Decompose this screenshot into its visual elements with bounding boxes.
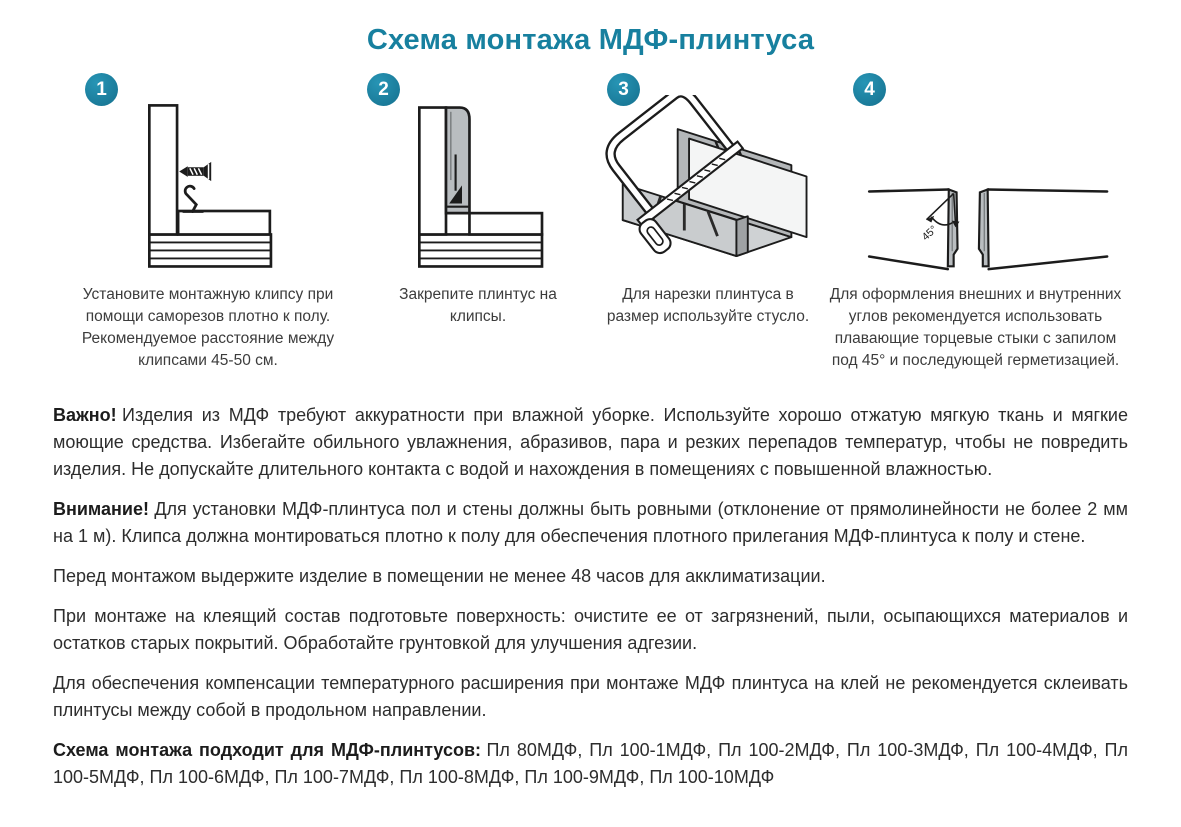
note-text: При монтаже на клеящий состав подготовьте поверхность: очистите ее от загрязнений, пыли, осыпающихся материалов и остатков старых покрытий. Обработайте грунтовкой для улучшения адгезии. bbox=[53, 606, 1128, 653]
right-plinth-end bbox=[978, 190, 1106, 270]
corner-joint-45-icon bbox=[830, 95, 1122, 275]
step-1-caption: Установите монтажную клипсу при помощи саморезов плотно к полу. Рекомендуемое расстояние между клипсами 45-50 см. bbox=[81, 286, 335, 369]
step-2-figure-svg bbox=[408, 99, 548, 275]
hacksaw-miter-box-icon bbox=[594, 95, 822, 275]
floor-slab bbox=[178, 211, 270, 234]
steps-row bbox=[53, 73, 1128, 372]
plinth-profile bbox=[446, 108, 469, 214]
notes-section bbox=[53, 402, 1128, 791]
step-3-caption: Для нарезки плинтуса в размер используйте стусло. bbox=[606, 286, 810, 325]
note-acclimatization bbox=[53, 563, 1128, 590]
note-important bbox=[53, 402, 1128, 483]
note-glue-surface-prep bbox=[53, 603, 1128, 657]
step-1 bbox=[53, 73, 363, 372]
plinth-on-clip-icon bbox=[408, 95, 548, 275]
step-number: 2 bbox=[378, 78, 389, 100]
step-4-figure-svg bbox=[830, 105, 1122, 275]
step-number: 1 bbox=[96, 78, 107, 100]
step-number: 3 bbox=[618, 78, 629, 100]
step-2-caption: Закрепите плинтус на клипсы. bbox=[399, 286, 557, 325]
step-4-number-badge bbox=[853, 73, 886, 106]
note-compatible-models bbox=[53, 737, 1128, 791]
note-text: Пл 80МДФ, Пл 100-1МДФ, Пл 100-2МДФ, Пл 100-3МДФ, Пл 100-4МДФ, Пл 100-5МДФ, Пл 100-6МДФ, Пл 100-7МДФ, Пл 100-8МДФ, Пл 100-9МДФ, Пл 100-10МДФ bbox=[53, 740, 1129, 787]
step-2-number-badge bbox=[367, 73, 400, 106]
step-1-number-badge bbox=[85, 73, 118, 106]
note-text: Перед монтажом выдержите изделие в помещении не менее 48 часов для акклиматизации. bbox=[53, 566, 826, 586]
note-attention bbox=[53, 496, 1128, 550]
step-3-figure-svg bbox=[594, 95, 822, 275]
wall bbox=[149, 105, 177, 234]
step-3 bbox=[593, 73, 823, 372]
note-thermal-expansion bbox=[53, 670, 1128, 724]
clip-screw-wall-floor-icon bbox=[138, 95, 278, 275]
screw-icon bbox=[179, 162, 211, 181]
note-text: Для установки МДФ-плинтуса пол и стены должны быть ровными (отклонение от прямолинейности не более 2 мм на 1 м). Клипса должна монтироваться плотно к полу для обеспечения плотного прилегания МДФ-плинтуса к полу и стене. bbox=[53, 499, 1128, 546]
step-4-caption: Для оформления внешних и внутренних углов рекомендуется использовать плавающие торцевые стыки с запилом под 45° и последующей герметизацией. bbox=[829, 286, 1122, 369]
page-title: Схема монтажа МДФ-плинтуса bbox=[366, 24, 815, 56]
wall bbox=[419, 108, 446, 235]
note-lead: Важно! bbox=[53, 405, 117, 425]
mounting-clip-icon bbox=[183, 186, 202, 211]
step-2 bbox=[363, 73, 593, 372]
angle-label: 45° bbox=[919, 223, 940, 244]
step-4 bbox=[823, 73, 1128, 372]
floor-slab bbox=[469, 213, 542, 234]
note-text: Изделия из МДФ требуют аккуратности при влажной уборке. Используйте хорошо отжатую мягкую ткань и мягкие моющие средства. Избегайте обильного увлажнения, абразивов, пара и резких перепадов температур, чтобы не повредить изделия. Не допускайте длительного контакта с водой и нахождения в помещениях с повышенной влажностью. bbox=[53, 405, 1128, 479]
note-text: Для обеспечения компенсации температурного расширения при монтаже МДФ плинтуса на клей не рекомендуется склеивать плинтусы между собой в продольном направлении. bbox=[53, 673, 1128, 720]
step-number: 4 bbox=[864, 78, 875, 100]
step-3-number-badge bbox=[607, 73, 640, 106]
note-lead: Схема монтажа подходит для МДФ-плинтусов: bbox=[53, 740, 482, 760]
step-1-figure-svg bbox=[138, 99, 278, 275]
note-lead: Внимание! bbox=[53, 499, 149, 519]
